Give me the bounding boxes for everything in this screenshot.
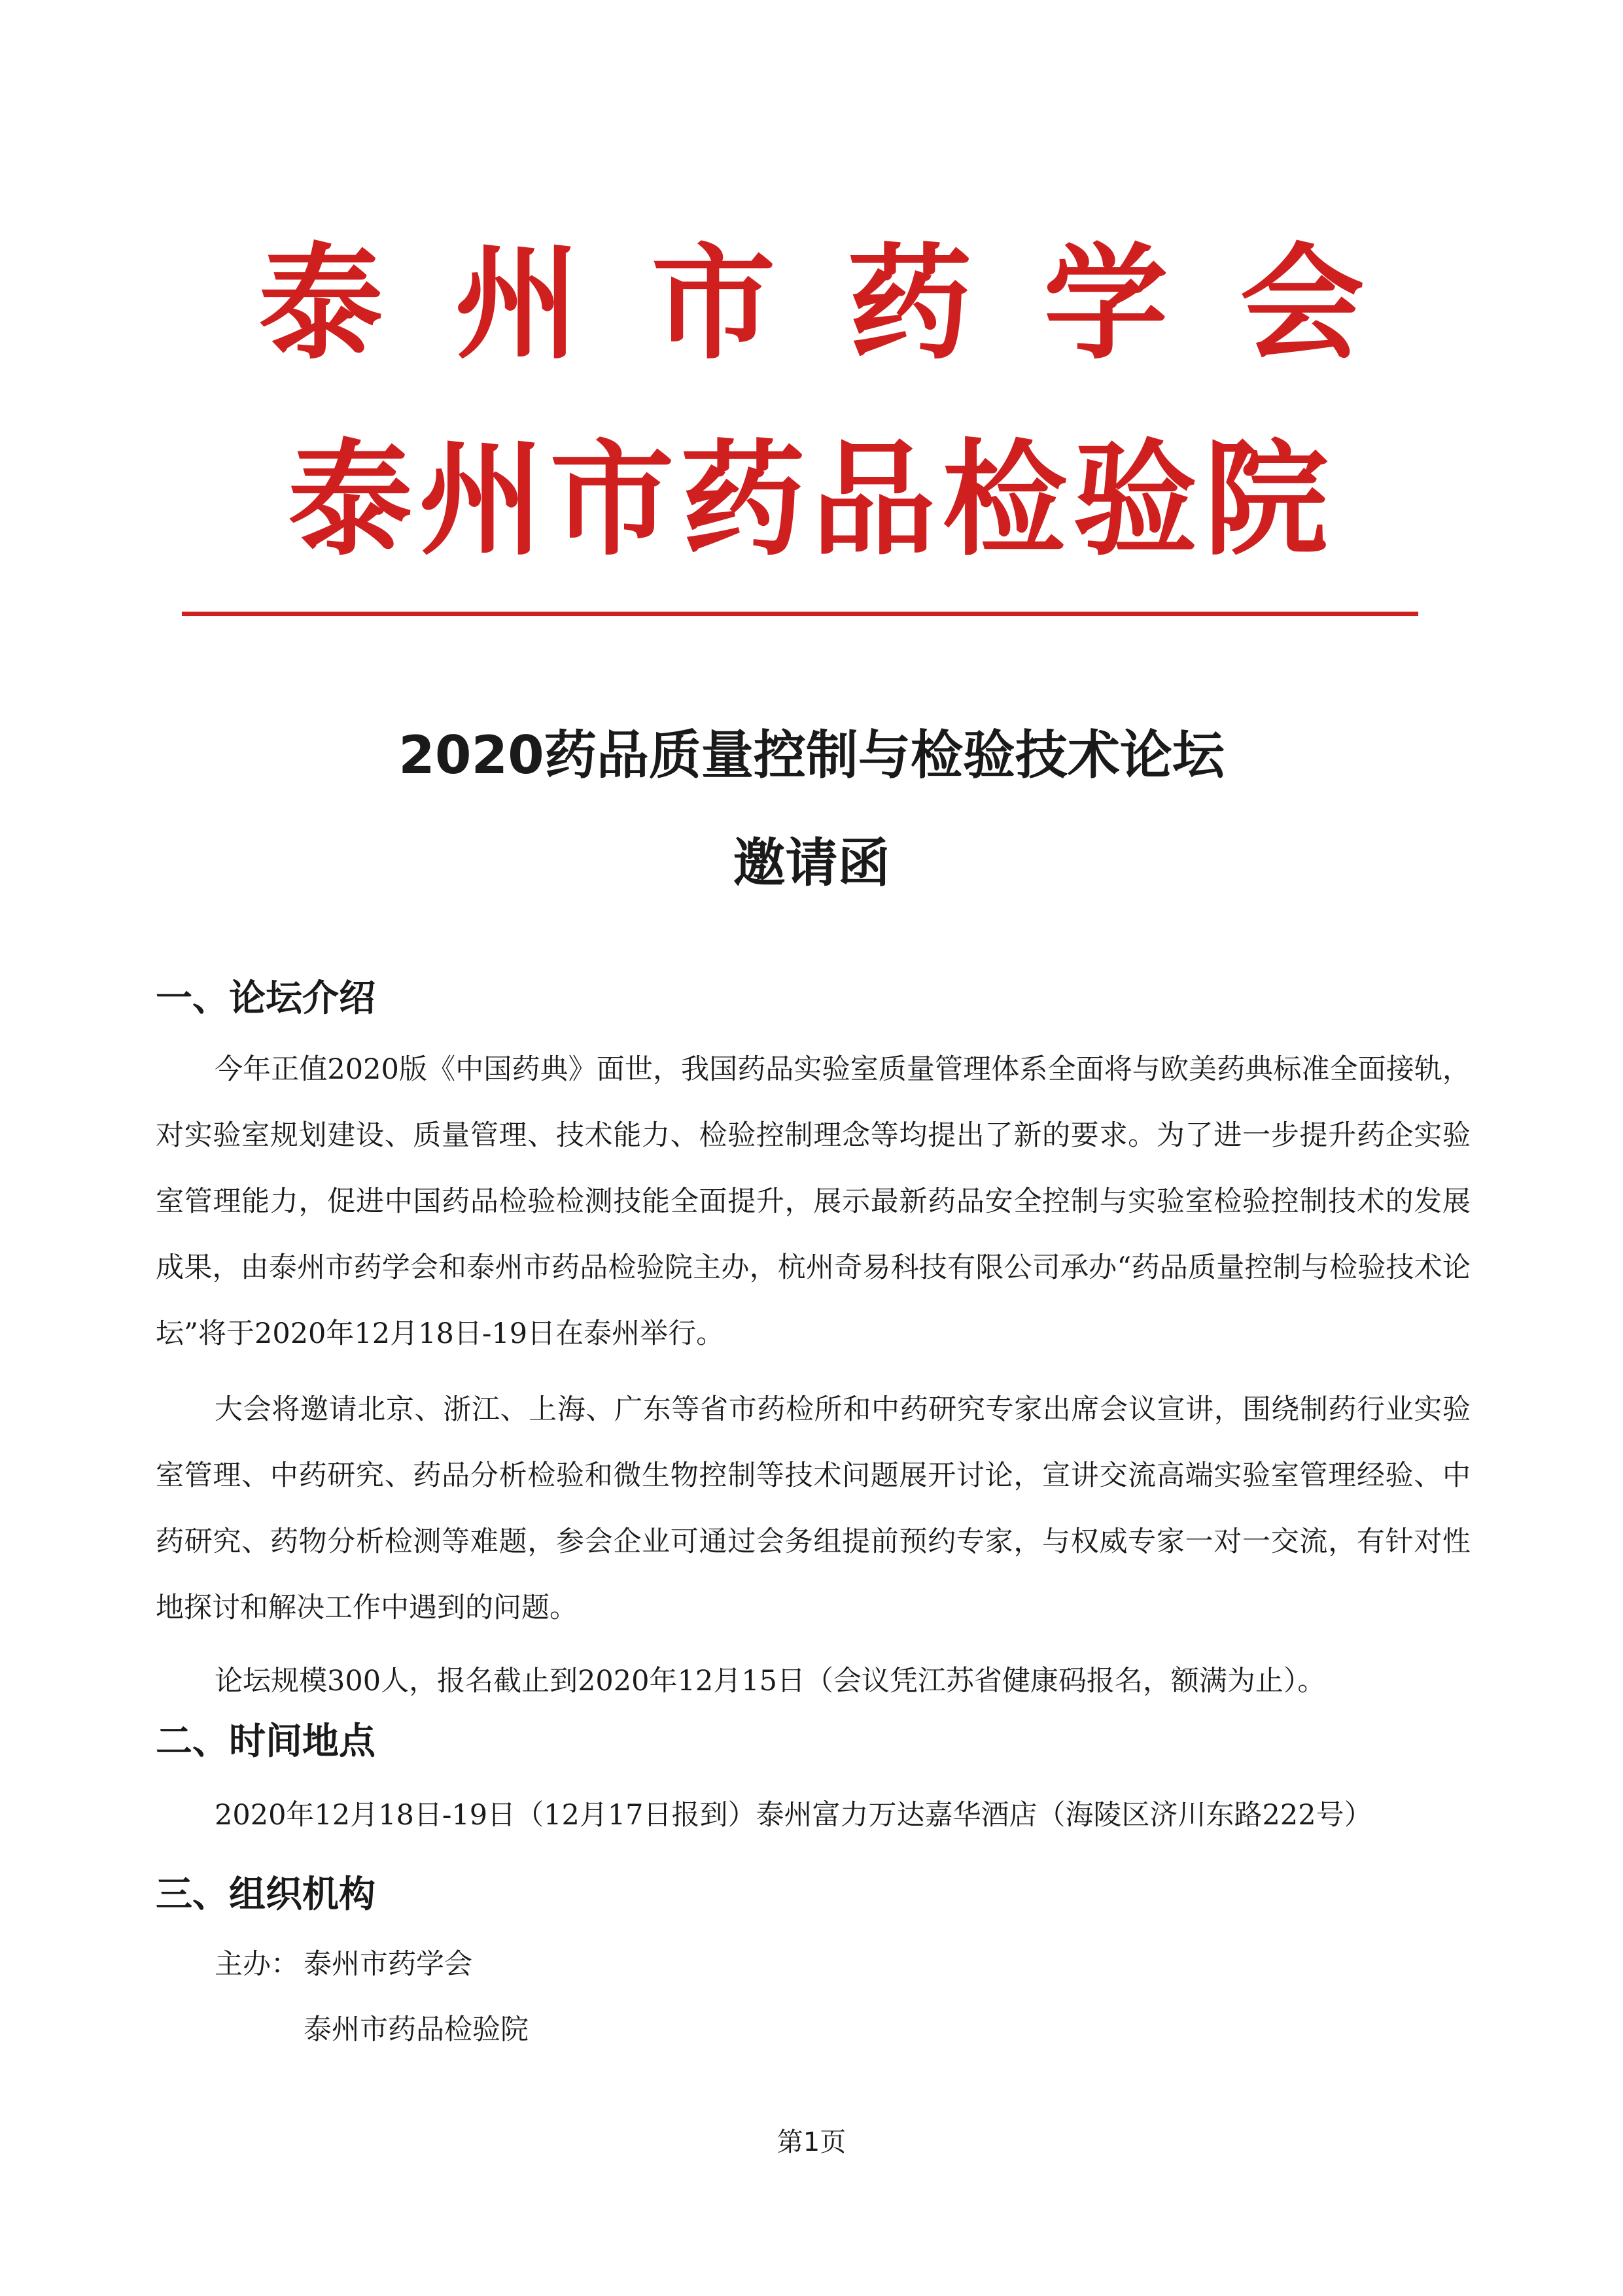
document-title: 2020药品质量控制与检验技术论坛 (398, 725, 1225, 786)
time-place-paragraph: 2020年12月18日-19日（12月17日报到）泰州富力万达嘉华酒店（海陵区济川东路222号） (215, 1799, 1372, 1832)
section-heading-organization: 三、组织机构 (156, 1873, 375, 1916)
document-subtitle: 邀请函 (733, 833, 890, 894)
letterhead-divider (182, 612, 1418, 616)
page-number: 第1页 (777, 2127, 846, 2157)
section-heading-intro: 一、论坛介绍 (156, 977, 375, 1020)
organizer-item: 泰州市药学会 (304, 1948, 472, 1981)
organizer-item: 泰州市药品检验院 (304, 2013, 529, 2046)
section-heading-time-place: 二、时间地点 (156, 1720, 375, 1763)
letterhead-org-pharmaceutical-association: 泰州市药学会 (258, 232, 1437, 376)
intro-paragraph-1: 今年正值2020版《中国药典》面世，我国药品实验室质量管理体系全面将与欧美药典标准全面接轨，对实验室规划建设、质量管理、技术能力、检验控制理念等均提出了新的要求。为了进一步提升药企实验室管理能力，促进中国药品检验检测技能全面提升，展示最新药品安全控制与实验室检验控制技术的发展成果，由泰州市药学会和泰州市药品检验院主办，杭州奇易科技有限公司承办“药品质量控制与检验技术论坛”将于2020年12月18日-19日在泰州举行。 (156, 1053, 1471, 1350)
letterhead-org-drug-inspection-institute: 泰州市药品检验院 (288, 428, 1335, 572)
intro-paragraph-2: 大会将邀请北京、浙江、上海、广东等省市药检所和中药研究专家出席会议宣讲，围绕制药行业实验室管理、中药研究、药品分析检验和微生物控制等技术问题展开讨论，宣讲交流高端实验室管理经验、中药研究、药物分析检测等难题，参会企业可通过会务组提前预约专家，与权威专家一对一交流，有针对性地探讨和解决工作中遇到的问题。 (156, 1393, 1471, 1624)
intro-paragraph-3: 论坛规模300人，报名截止到2020年12月15日（会议凭江苏省健康码报名，额满为止）。 (215, 1665, 1326, 1697)
organizer-label: 主办： (215, 1948, 299, 1981)
